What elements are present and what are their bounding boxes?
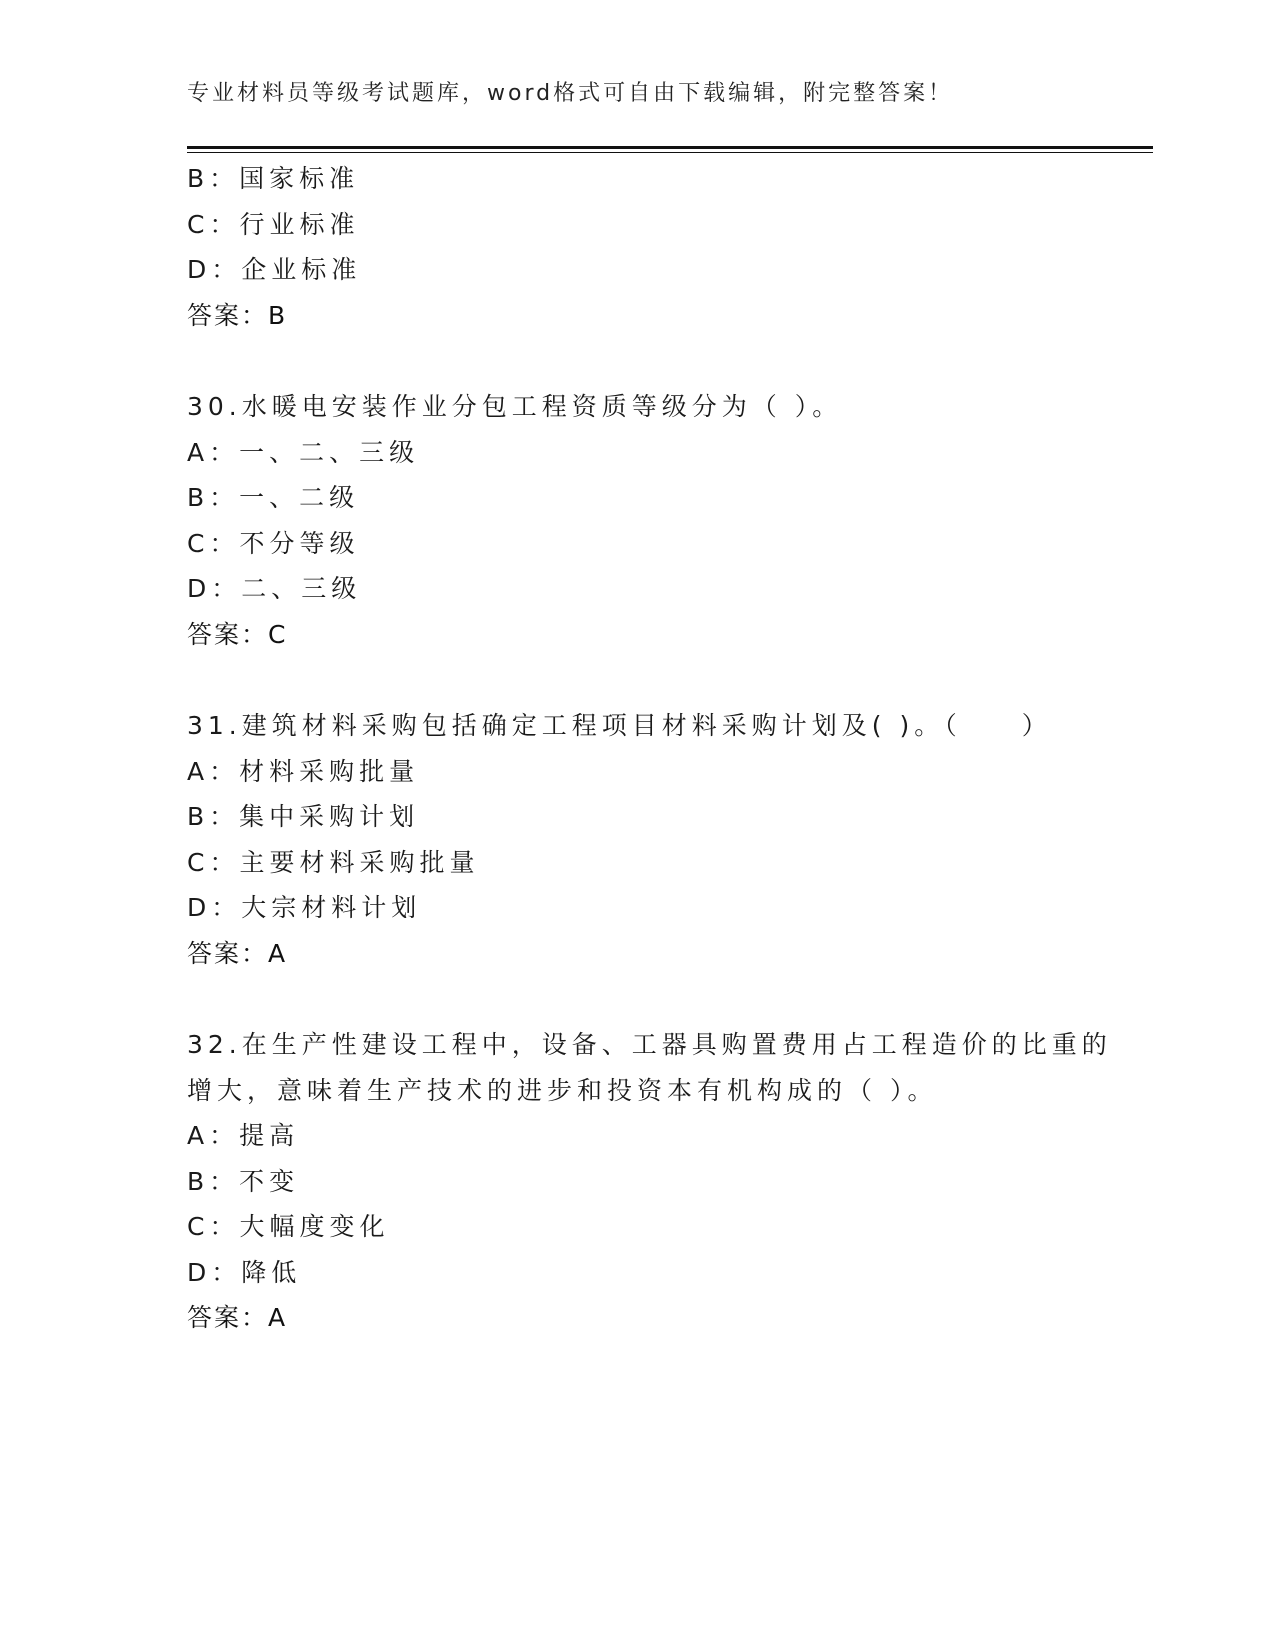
option-a: A：材料采购批量 [187, 756, 420, 786]
option-c: C：大幅度变化 [187, 1212, 390, 1241]
option-d: D：降低 [187, 1257, 302, 1287]
document-body [187, 156, 1112, 1341]
question-stem: 32.在生产性建设工程中，设备、工器具购置费用占工程造价的比重的 [187, 1030, 1112, 1059]
question-stem: 30.水暖电安装作业分包工程资质等级分为（ ）。 [187, 392, 843, 421]
spacer [187, 976, 1087, 1022]
header-rule-thin [187, 152, 1153, 153]
answer-line: 答案：B [187, 300, 288, 330]
page-header: 专业材料员等级考试题库，word格式可自由下载编辑，附完整答案！ [187, 81, 954, 106]
option-a: A：提高 [187, 1121, 300, 1150]
option-a: A：一、二、三级 [187, 437, 420, 467]
option-b: B：集中采购计划 [187, 802, 420, 831]
question-stem: 31.建筑材料采购包括确定工程项目材料采购计划及( )。（ ） [187, 711, 1052, 740]
option-b: B：国家标准 [187, 164, 360, 193]
option-d: D：企业标准 [187, 255, 362, 284]
option-c: C：行业标准 [187, 209, 360, 239]
option-b: B：一、二级 [187, 483, 360, 512]
option-b: B：不变 [187, 1166, 300, 1196]
spacer [187, 657, 1087, 703]
answer-line: 答案：A [187, 938, 288, 968]
option-d: D：二、三级 [187, 574, 362, 603]
header-rule-thick [187, 146, 1153, 149]
option-c: C：不分等级 [187, 528, 360, 558]
option-c: C：主要材料采购批量 [187, 847, 480, 877]
answer-line: 答案：C [187, 619, 288, 649]
spacer [187, 338, 1087, 384]
question-stem-continued: 增大，意味着生产技术的进步和投资本有机构成的（ ）。 [187, 1075, 938, 1105]
option-d: D：大宗材料计划 [187, 893, 422, 922]
answer-line: 答案：A [187, 1303, 288, 1332]
